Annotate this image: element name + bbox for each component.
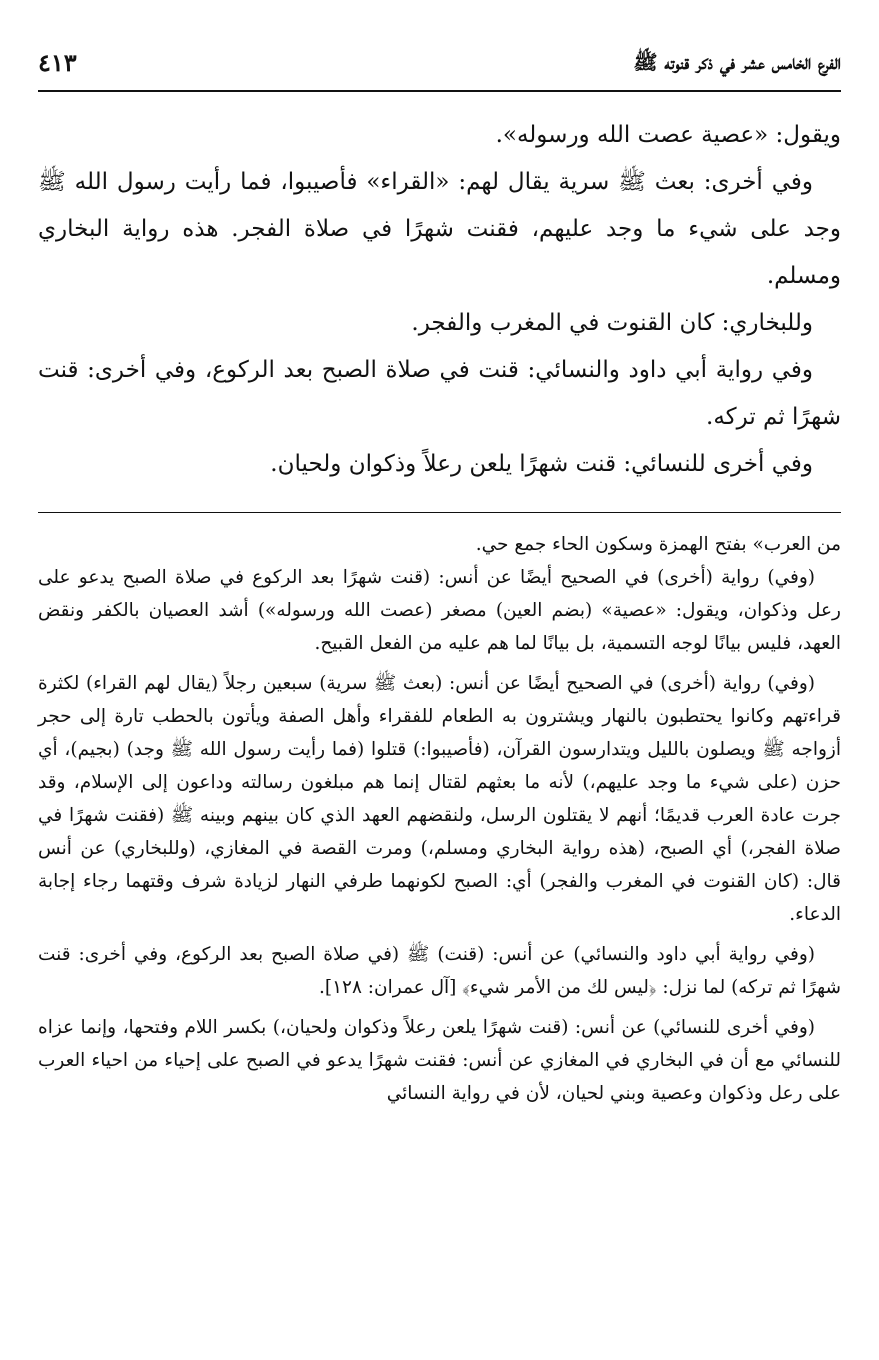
main-paragraph: ويقول: «عصية عصت الله ورسوله».: [495, 122, 841, 148]
separator-rule: [38, 512, 841, 513]
commentary: [38, 528, 841, 1117]
running-title: الفرع الخامس عشر في ذكر قنوته ﷺ: [633, 50, 841, 74]
main-paragraph: وفي أخرى للنسائي: قنت شهرًا يلعن رعلاً وذكوان ولحيان.: [270, 451, 813, 477]
main-paragraph: وفي رواية أبي داود والنسائي: قنت في صلاة الصبح بعد الركوع، وفي أخرى: قنت شهرًا ثم تركه.: [38, 357, 841, 430]
commentary-paragraph: (وفي رواية أبي داود والنسائي) عن أنس: (قنت) ﷺ (في صلاة الصبح بعد الركوع، وفي أخرى: قنت شهرًا ثم تركه) لما نزل: ﴿ليس لك من الأمر شيء﴾ [آل عمران: ١٢٨].: [38, 944, 841, 998]
commentary-paragraph: (وفي) رواية (أخرى) في الصحيح أيضًا عن أنس: (قنت شهرًا بعد الركوع في صلاة الصبح يدعو على رعل وذكوان، ويقول: «عصية» (بضم العين) مصغر (عصت الله ورسوله») أشد العصيان بالكفر ونقض العهد، فليس بيانًا لوجه التسمية، بل بيانًا لما هم عليه من الفعل القبيح.: [38, 567, 841, 654]
page-header: [38, 44, 841, 92]
main-paragraph: وللبخاري: كان القنوت في المغرب والفجر.: [411, 310, 813, 336]
commentary-paragraph: من العرب» بفتح الهمزة وسكون الحاء جمع حي.: [475, 534, 841, 555]
main-text: [38, 112, 841, 488]
commentary-paragraph: (وفي) رواية (أخرى) في الصحيح أيضًا عن أنس: (بعث ﷺ سرية) سبعين رجلاً (يقال لهم القراء) لكثرة قراءتهم وكانوا يحتطبون بالنهار ويشترون به الطعام للفقراء وأهل الصفة ويأتون بالحطب تارة إلى حجر أزواجه ﷺ ويصلون بالليل ويتدارسون القرآن، (فأصيبوا:) قتلوا (فما رأيت رسول الله ﷺ وجد) (بجيم)، أي حزن (على شيء ما وجد عليهم،) لأنه ما بعثهم لقتال إنما هم مبلغون رسالته وداعون إلى الإسلام، وقد جرت عادة العرب قديمًا؛ أنهم لا يقتلون الرسل، ولنقضهم العهد الذي كان بينهم وبينه ﷺ (فقنت شهرًا في صلاة الفجر،) أي الصبح، (هذه رواية البخاري ومسلم،) ومرت القصة في المغازي، (وللبخاري) عن أنس قال: (كان القنوت في المغرب والفجر) أي: الصبح لكونهما طرفي النهار لزيادة شرف وقتهما رجاء إجابة الدعاء.: [38, 673, 841, 925]
main-paragraph: وفي أخرى: بعث ﷺ سرية يقال لهم: «القراء» فأصيبوا، فما رأيت رسول الله ﷺ وجد على شيء ما وجد عليهم، فقنت شهرًا في صلاة الفجر. هذه رواية البخاري ومسلم.: [38, 169, 841, 289]
commentary-paragraph: (وفي أخرى للنسائي) عن أنس: (قنت شهرًا يلعن رعلاً وذكوان ولحيان،) بكسر اللام وفتحها، وإنما عزاه للنسائي مع أن في البخاري في المغازي عن أنس: فقنت شهرًا يدعو في الصبح على إحياء من احياء العرب على رعل وذكوان وعصية وبني لحيان، لأن في رواية النسائي: [38, 1017, 841, 1104]
page-number: ٤١٣: [38, 48, 77, 77]
